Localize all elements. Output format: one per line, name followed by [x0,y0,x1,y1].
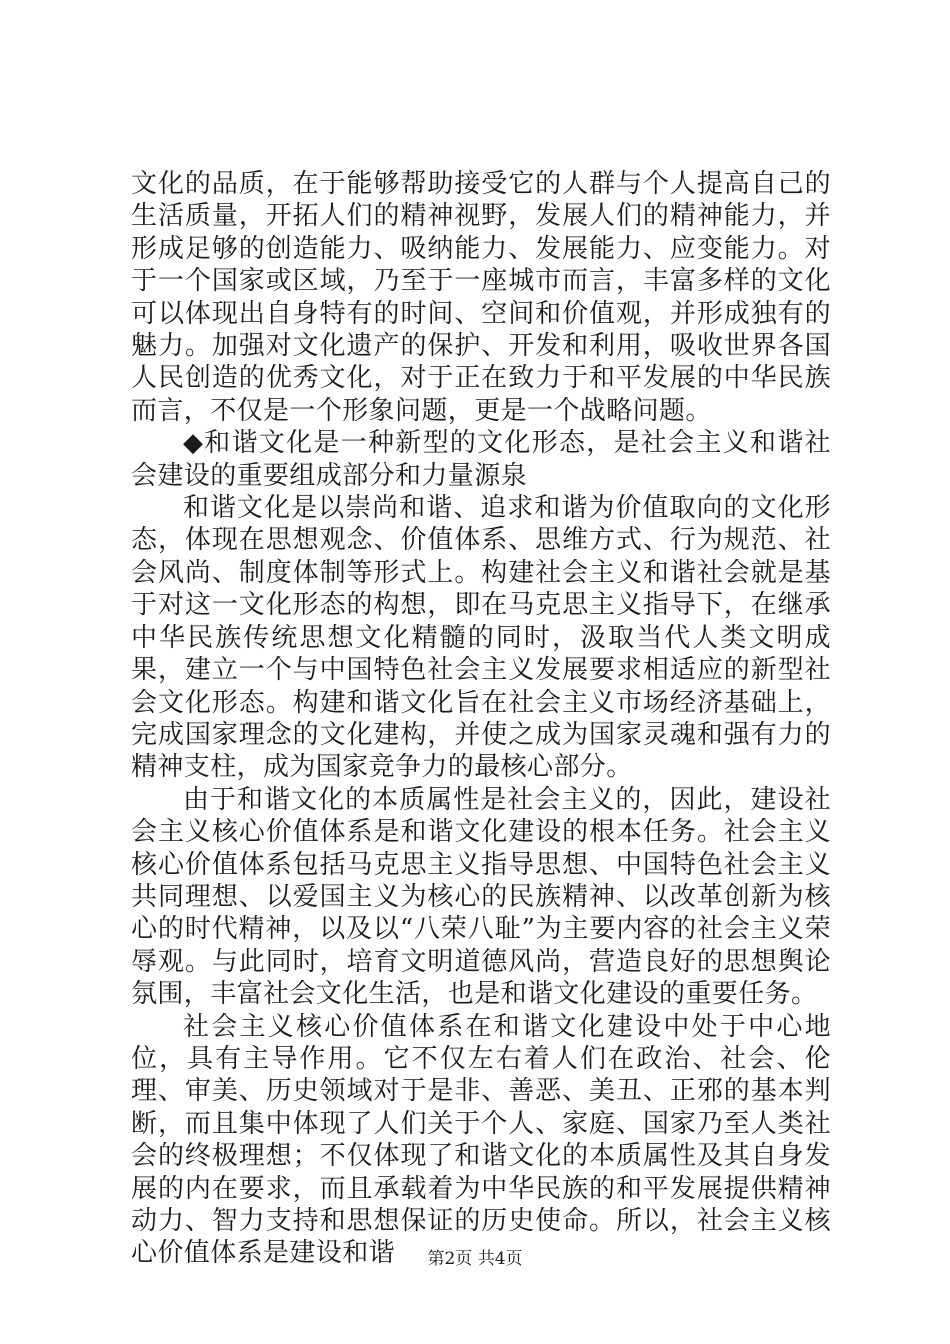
document-body [131,168,831,1270]
page-number-footer: 第2页 共4页 [427,1249,523,1269]
paragraph-2: 和谐文化是以崇尚和谐、追求和谐为价值取向的文化形态，体现在思想观念、价值体系、思维方式、行为规范、社会风尚、制度体制等形式上。构建社会主义和谐社会就是基于对这一文化形态的构想，即在马克思主义指导下，在继承中华民族传统思想文化精髓的同时，汲取当代人类文明成果，建立一个与中国特色社会主义发展要求相适应的新型社会文化形态。构建和谐文化旨在社会主义市场经济基础上，完成国家理念的文化建构，并使之成为国家灵魂和强有力的精神支柱，成为国家竞争力的最核心部分。 [131,493,831,783]
section-heading: ◆和谐文化是一种新型的文化形态，是社会主义和谐社会建设的重要组成部分和力量源泉 [131,428,831,491]
paragraph-4: 社会主义核心价值体系在和谐文化建设中处于中心地位，具有主导作用。它不仅左右着人们在政治、社会、伦理、审美、历史领域对于是非、善恶、美丑、正邪的基本判断，而且集中体现了人们关于个人、家庭、国家乃至人类社会的终极理想；不仅体现了和谐文化的本质属性及其自身发展的内在要求，而且承载着为中华民族的和平发展提供精神动力、智力支持和思想保证的历史使命。所以，社会主义核心价值体系是建设和谐 [131,1011,831,1269]
paragraph-1: 文化的品质，在于能够帮助接受它的人群与个人提高自己的生活质量，开拓人们的精神视野，发展人们的精神能力，并形成足够的创造能力、吸纳能力、发展能力、应变能力。对于一个国家或区域，乃至于一座城市而言，丰富多样的文化可以体现出自身特有的时间、空间和价值观，并形成独有的魅力。加强对文化遗产的保护、开发和利用，吸收世界各国人民创造的优秀文化，对于正在致力于和平发展的中华民族而言，不仅是一个形象问题，更是一个战略问题。 [131,169,831,426]
paragraph-3: 由于和谐文化的本质属性是社会主义的，因此，建设社会主义核心价值体系是和谐文化建设的根本任务。社会主义核心价值体系包括马克思主义指导思想、中国特色社会主义共同理想、以爱国主义为核心的民族精神、以改革创新为核心的时代精神，以及以“八荣八耻”为主要内容的社会主义荣辱观。与此同时，培育文明道德风尚，营造良好的思想舆论氛围，丰富社会文化生活，也是和谐文化建设的重要任务。 [131,784,831,1010]
